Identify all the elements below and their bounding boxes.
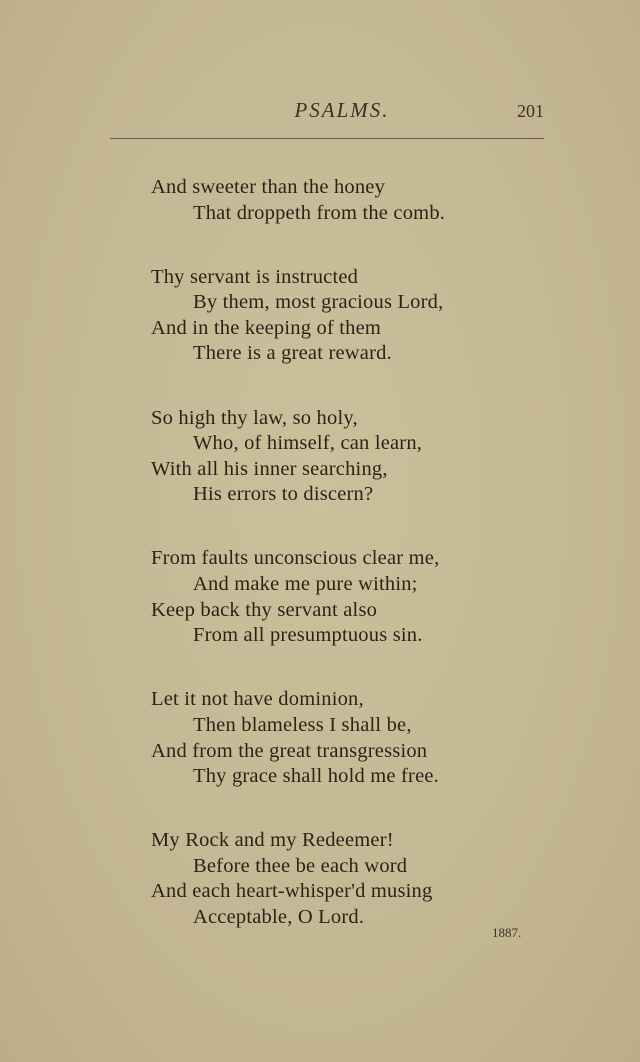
- poem-line: His errors to discern?: [193, 483, 374, 506]
- stanza-1: [151, 175, 551, 226]
- poem-line: Let it not have dominion,: [151, 688, 364, 711]
- page-header: [110, 98, 544, 138]
- page-number: 201: [517, 101, 544, 121]
- poem-line: Thy grace shall hold me free.: [193, 765, 440, 788]
- poem-line: So high thy law, so holy,: [151, 406, 358, 429]
- stanza-6: [151, 828, 551, 930]
- running-title: PSALMS.: [294, 98, 390, 122]
- poem-line: Who, of himself, can learn,: [193, 432, 423, 455]
- stanza-5: [151, 687, 551, 789]
- poem-line: Thy servant is instructed: [151, 265, 359, 288]
- poem-line: From all presumptuous sin.: [193, 624, 423, 647]
- poem-line: From faults unconscious clear me,: [151, 547, 440, 570]
- poem-line: And sweeter than the honey: [151, 176, 386, 198]
- poem-line: My Rock and my Redeemer!: [151, 829, 394, 852]
- stanza-2: [151, 265, 551, 367]
- stanza-3: [151, 406, 551, 508]
- poem-line: And from the great transgression: [151, 739, 428, 762]
- poem-date: 1887.: [492, 925, 522, 940]
- poem-line: And each heart-whisper'd musing: [151, 880, 433, 903]
- poem-body: [151, 175, 551, 969]
- header-rule: [110, 138, 544, 139]
- poem-line: That droppeth from the comb.: [193, 201, 446, 224]
- poem-line: Keep back thy servant also: [151, 598, 378, 621]
- poem-line: By them, most gracious Lord,: [193, 291, 444, 314]
- poem-line: Then blameless I shall be,: [193, 713, 412, 736]
- poem-line: With all his inner searching,: [151, 457, 388, 480]
- poem-line: Before thee be each word: [193, 854, 408, 877]
- poem-line: And make me pure within;: [193, 573, 418, 596]
- poem-line: And in the keeping of them: [151, 316, 382, 339]
- poem-line: There is a great reward.: [193, 342, 392, 365]
- poem-line: Acceptable, O Lord.: [193, 905, 365, 928]
- stanza-4: [151, 546, 551, 648]
